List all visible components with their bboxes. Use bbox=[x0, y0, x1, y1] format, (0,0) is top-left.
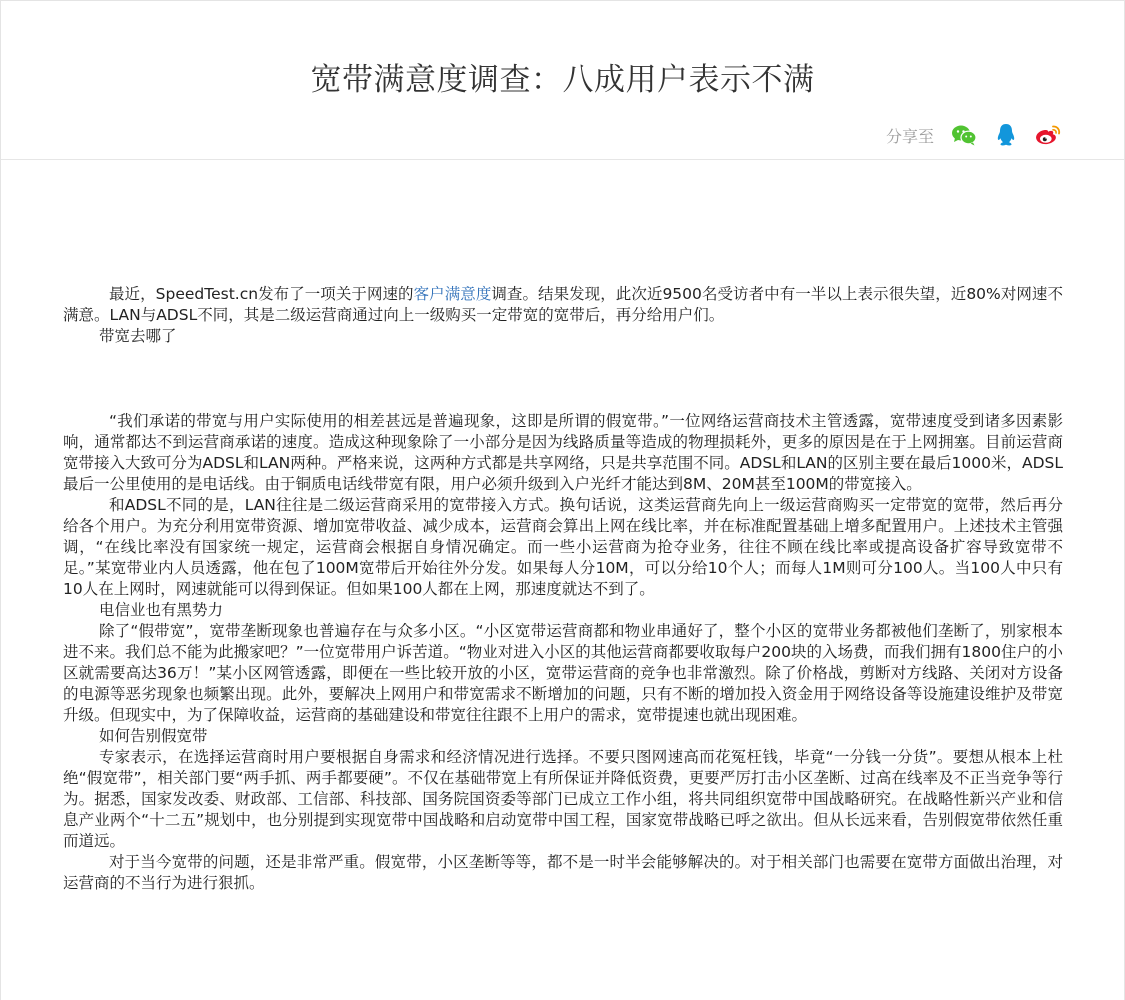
paragraph: 对于当今宽带的问题，还是非常严重。假宽带，小区垄断等等，都不是一时半会能够解决的。对于相关部门也需要在宽带方面做出治理，对运营商的不当行为进行狠抓。 bbox=[63, 853, 1063, 892]
paragraph: 和ADSL不同的是，LAN往往是二级运营商采用的宽带接入方式。换句话说，这类运营商先向上一级运营商购买一定带宽的宽带，然后再分给各个用户。为充分利用宽带资源、增加宽带收益、减少成本，运营商会算出上网在线比率，并在标准配置基础上增多配置用户。上述技术主管强调，“在线比率没有国家统一规定，运营商会根据自身情况确定。而一些小运营商为抢夺业务，往往不顾在线比率或提高设备扩容导致宽带不足。”某宽带业内人员透露，他在包了100M宽带后开始往外分发。如果每人分10M，可以分给10个人；而每人1M则可分100人。当100人中只有10人在上网时，网速就能可以得到保证。但如果100人都在上网，那速度就达不到了。 bbox=[63, 496, 1063, 598]
paragraph: 专家表示，在选择运营商时用户要根据自身需求和经济情况进行选择。不要只图网速高而花冤枉钱，毕竟“一分钱一分货”。要想从根本上杜绝“假宽带”，相关部门要“两手抓、两手都要硬”。不仅在基础带宽上有所保证并降低资费，更要严厉打击小区垄断、过高在线率及不正当竞争等行为。据悉，国家发改委、财政部、工信部、科技部、国务院国资委等部门已成立工作小组，将共同组织宽带中国战略研究。在战略性新兴产业和信息产业两个“十二五”规划中，也分别提到实现宽带中国战略和启动宽带中国工程，国家宽带战略已呼之欲出。但从长远来看，告别假宽带依然任重而道远。 bbox=[63, 748, 1063, 850]
article-header bbox=[1, 1, 1124, 160]
paragraph-text: 最近，SpeedTest.cn发布了一项关于网速的 bbox=[109, 285, 414, 303]
section-heading: 电信业也有黑势力 bbox=[99, 601, 224, 619]
section-heading: 如何告别假宽带 bbox=[99, 727, 208, 745]
qq-icon bbox=[995, 123, 1017, 147]
image-placeholder bbox=[63, 347, 1063, 411]
wechat-icon bbox=[951, 124, 977, 146]
share-bar bbox=[886, 121, 1062, 149]
article-title: 宽带满意度调查：八成用户表示不满 bbox=[310, 62, 815, 98]
section-heading: 带宽去哪了 bbox=[99, 327, 177, 345]
weibo-icon bbox=[1034, 123, 1062, 147]
share-qq-button[interactable] bbox=[992, 121, 1020, 149]
paragraph: “我们承诺的带宽与用户实际使用的相差甚远是普遍现象，这即是所谓的假宽带。”一位网络运营商技术主管透露，宽带速度受到诸多因素影响，通常都达不到运营商承诺的速度。造成这种现象除了一小部分是因为线路质量等造成的物理损耗外，更多的原因是在于上网拥塞。目前运营商宽带接入大致可分为ADSL和LAN两种。严格来说，这两种方式都是共享网络，只是共享范围不同。ADSL和LAN的区别主要在最后1000米，ADSL最后一公里使用的是电话线。由于铜质电话线带宽有限，用户必须升级到入户光纤才能达到8M、20M甚至100M的带宽接入。 bbox=[63, 412, 1063, 493]
paragraph-text: 调查。结果发现，此次近9500名受访者中有一半以上表示很失望，近80%对网速不满意。LAN与ADSL不同，其是二级运营商通过向上一级购买一定带宽的宽带后，再分给用户们。 bbox=[63, 285, 1063, 324]
paragraph: 除了“假带宽”，宽带垄断现象也普遍存在与众多小区。“小区宽带运营商都和物业串通好了，整个小区的宽带业务都被他们垄断了，别家根本进不来。我们总不能为此搬家吧？”一位宽带用户诉苦道。“物业对进入小区的其他运营商都要收取每户200块的入场费，而我们拥有1800住户的小区就需要高达36万！”某小区网管透露，即便在一些比较开放的小区，宽带运营商的竞争也非常激烈。除了价格战，剪断对方线路、关闭对方设备的电源等恶劣现象也频繁出现。此外，要解决上网用户和带宽需求不断增加的问题，只有不断的增加投入资金用于网络设备等设施建设维护及带宽升级。但现实中，为了保障收益，运营商的基础建设和带宽往往跟不上用户的需求，宽带提速也就出现困难。 bbox=[63, 622, 1063, 724]
satisfaction-link[interactable]: 客户满意度 bbox=[413, 285, 492, 303]
share-wechat-button[interactable] bbox=[950, 121, 978, 149]
article-body bbox=[63, 284, 1063, 894]
paragraph-intro bbox=[63, 284, 1063, 326]
share-label: 分享至 bbox=[885, 126, 934, 146]
share-weibo-button[interactable] bbox=[1034, 121, 1062, 149]
